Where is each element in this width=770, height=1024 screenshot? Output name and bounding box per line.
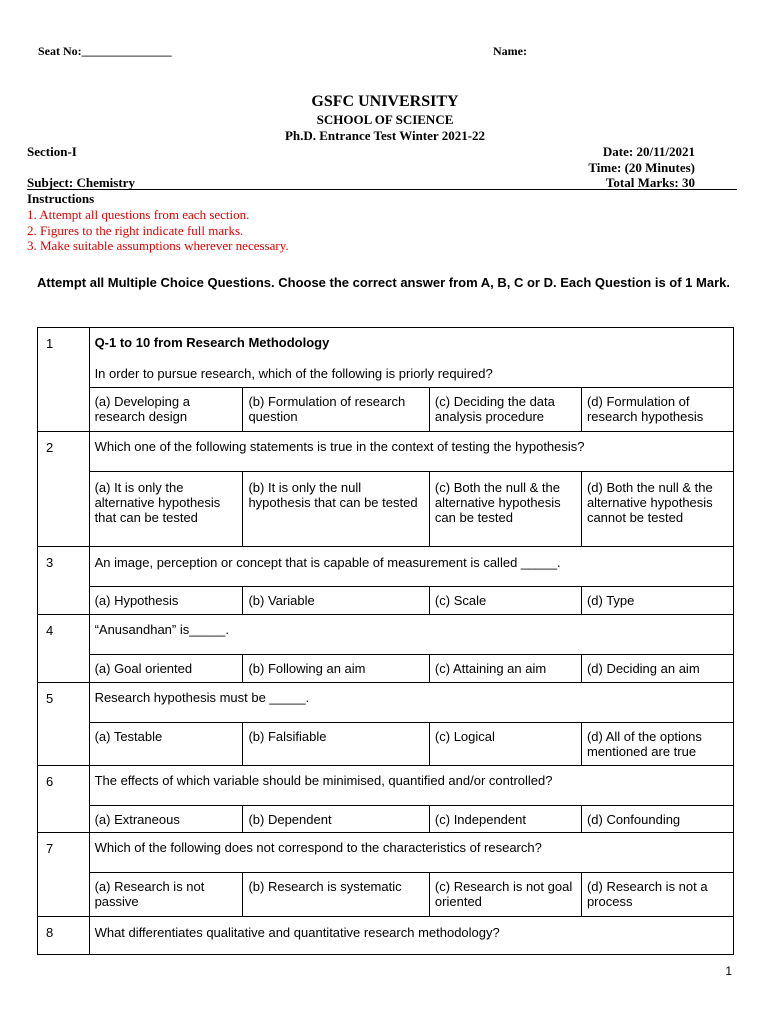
option-a[interactable]: (a) Developing a research design	[89, 388, 243, 432]
option-c[interactable]: (c) Attaining an aim	[429, 655, 581, 683]
question-number: 7	[38, 833, 90, 917]
question-row	[38, 917, 734, 955]
exam-time: Time: (20 Minutes)	[588, 160, 695, 175]
option-d[interactable]: (d) Deciding an aim	[581, 655, 733, 683]
options-row	[38, 388, 734, 432]
option-b[interactable]: (b) It is only the null hypothesis that can be tested	[243, 472, 429, 547]
option-d[interactable]: (d) Formulation of research hypothesis	[581, 388, 733, 432]
option-c[interactable]: (c) Research is not goal oriented	[429, 873, 581, 917]
question-row	[38, 328, 734, 388]
question-number: 5	[38, 683, 90, 766]
option-a[interactable]: (a) Extraneous	[89, 806, 243, 833]
option-c[interactable]: (c) Deciding the data analysis procedure	[429, 388, 581, 432]
question-number: 6	[38, 766, 90, 833]
option-d[interactable]: (d) All of the options mentioned are true	[581, 723, 733, 766]
question-number: 3	[38, 547, 90, 615]
option-b[interactable]: (b) Dependent	[243, 806, 429, 833]
option-a[interactable]: (a) Hypothesis	[89, 587, 243, 615]
school-title: SCHOOL OF SCIENCE	[316, 112, 454, 127]
options-row	[38, 723, 734, 766]
question-number: 4	[38, 615, 90, 683]
option-a[interactable]: (a) Goal oriented	[89, 655, 243, 683]
question-row	[38, 833, 734, 873]
exam-date: Date: 20/11/2021	[602, 144, 695, 159]
question-number: 2	[38, 432, 90, 547]
option-b[interactable]: (b) Falsifiable	[243, 723, 429, 766]
option-b[interactable]: (b) Following an aim	[243, 655, 429, 683]
question-text: An image, perception or concept that is capable of measurement is called _____.	[89, 547, 733, 587]
question-row	[38, 615, 734, 655]
question-row	[38, 683, 734, 723]
options-row	[38, 587, 734, 615]
question-text: Which of the following does not correspond to the characteristics of research?	[89, 833, 733, 873]
option-b[interactable]: (b) Formulation of research question	[243, 388, 429, 432]
instruction-item: 3. Make suitable assumptions wherever necessary.	[27, 238, 289, 253]
options-row	[38, 806, 734, 833]
option-d[interactable]: (d) Type	[581, 587, 733, 615]
total-marks: Total Marks: 30	[605, 175, 695, 190]
name-label: Name:	[493, 44, 527, 58]
question-text: Which one of the following statements is true in the context of testing the hypothesis?	[89, 432, 733, 472]
option-a[interactable]: (a) It is only the alternative hypothesis that can be tested	[89, 472, 243, 547]
option-c[interactable]: (c) Both the null & the alternative hypothesis can be tested	[429, 472, 581, 547]
instructions-heading: Instructions	[27, 191, 95, 206]
option-d[interactable]: (d) Confounding	[581, 806, 733, 833]
question-row	[38, 547, 734, 587]
options-row	[38, 655, 734, 683]
questions-table	[37, 327, 734, 955]
instruction-item: 1. Attempt all questions from each section.	[27, 207, 250, 222]
header-divider	[27, 189, 737, 190]
question-row	[38, 432, 734, 472]
option-a[interactable]: (a) Testable	[89, 723, 243, 766]
option-c[interactable]: (c) Independent	[429, 806, 581, 833]
question-text: The effects of which variable should be minimised, quantified and/or controlled?	[89, 766, 733, 806]
option-d[interactable]: (d) Research is not a process	[581, 873, 733, 917]
lead-instruction: Attempt all Multiple Choice Questions. Choose the correct answer from A, B, C or D. Each Question is of 1 Mark.	[37, 275, 730, 290]
options-row	[38, 873, 734, 917]
question-section-heading: Q-1 to 10 from Research Methodology	[94, 335, 330, 350]
exam-title: Ph.D. Entrance Test Winter 2021-22	[284, 128, 486, 143]
question-text: In order to pursue research, which of the following is priorly required?	[94, 366, 493, 381]
question-text: Research hypothesis must be _____.	[89, 683, 733, 723]
option-b[interactable]: (b) Research is systematic	[243, 873, 429, 917]
option-b[interactable]: (b) Variable	[243, 587, 429, 615]
section-label: Section-I	[27, 144, 77, 159]
exam-meta	[588, 144, 695, 176]
page-number: 1	[725, 964, 732, 978]
seat-no-label: Seat No:_______________	[38, 44, 172, 58]
question-row	[38, 766, 734, 806]
subject-label: Subject: Chemistry	[27, 175, 135, 190]
question-text: “Anusandhan” is_____.	[89, 615, 733, 655]
instructions-list	[27, 207, 289, 254]
question-number: 1	[38, 328, 90, 432]
question-number: 8	[38, 917, 90, 955]
question-text-cell	[89, 328, 733, 388]
question-text: What differentiates qualitative and quantitative research methodology?	[89, 917, 733, 955]
options-row	[38, 472, 734, 547]
instruction-item: 2. Figures to the right indicate full marks.	[27, 222, 244, 238]
university-title: GSFC UNIVERSITY	[311, 93, 459, 110]
option-c[interactable]: (c) Logical	[429, 723, 581, 766]
option-a[interactable]: (a) Research is not passive	[89, 873, 243, 917]
option-c[interactable]: (c) Scale	[429, 587, 581, 615]
option-d[interactable]: (d) Both the null & the alternative hypothesis cannot be tested	[581, 472, 733, 547]
